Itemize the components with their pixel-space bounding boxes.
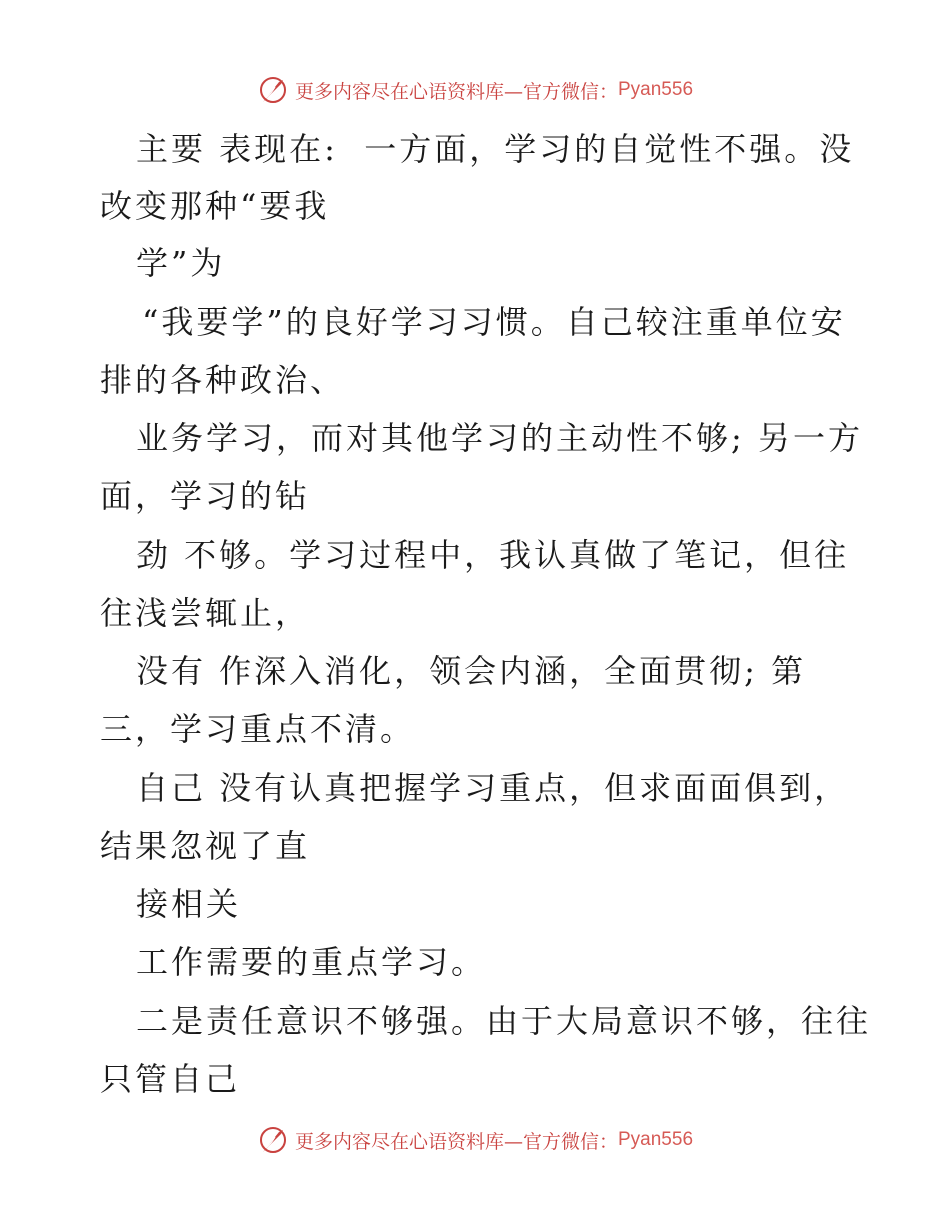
body-line: 主要 表现在: 一方面，学习的自觉性不强。没 xyxy=(136,130,855,168)
header-banner-wechat-id: Pyan556 xyxy=(618,79,694,100)
header-banner-text: 更多内容尽在心语资料库—官方微信： xyxy=(294,80,618,103)
footer-banner-text: 更多内容尽在心语资料库—官方微信： xyxy=(294,1130,618,1153)
body-line: 排的各种政治、 xyxy=(100,361,346,399)
body-line: 自己 没有认真把握学习重点，但求面面俱到， xyxy=(136,769,850,807)
body-line: 改变那种“要我 xyxy=(100,187,330,225)
footer-banner xyxy=(0,1120,950,1160)
body-line: 业务学习，而对其他学习的主动性不够; 另一方 xyxy=(136,419,863,457)
body-line: 没有 作深入消化，领会内涵，全面贯彻; 第 xyxy=(136,652,807,690)
body-line: 二是责任意识不够强。由于大局意识不够，往往 xyxy=(136,1002,872,1040)
body-line: 只管自己 xyxy=(100,1060,241,1098)
feather-pen-logo-icon xyxy=(257,1124,289,1156)
body-line: 学”为 xyxy=(136,244,226,282)
body-line: 接相关 xyxy=(136,885,242,923)
body-line: 劲 不够。学习过程中，我认真做了笔记，但往 xyxy=(136,536,850,574)
body-line: 结果忽视了直 xyxy=(100,827,311,865)
body-line: 往浅尝辄止， xyxy=(100,594,311,632)
body-line: 面，学习的钻 xyxy=(100,477,311,515)
body-line: 三，学习重点不清。 xyxy=(100,710,416,748)
body-line: “我要学”的良好学习习惯。自己较注重单位安 xyxy=(142,303,846,341)
body-line: 工作需要的重点学习。 xyxy=(136,943,487,981)
footer-banner-wechat-id: Pyan556 xyxy=(618,1129,694,1150)
